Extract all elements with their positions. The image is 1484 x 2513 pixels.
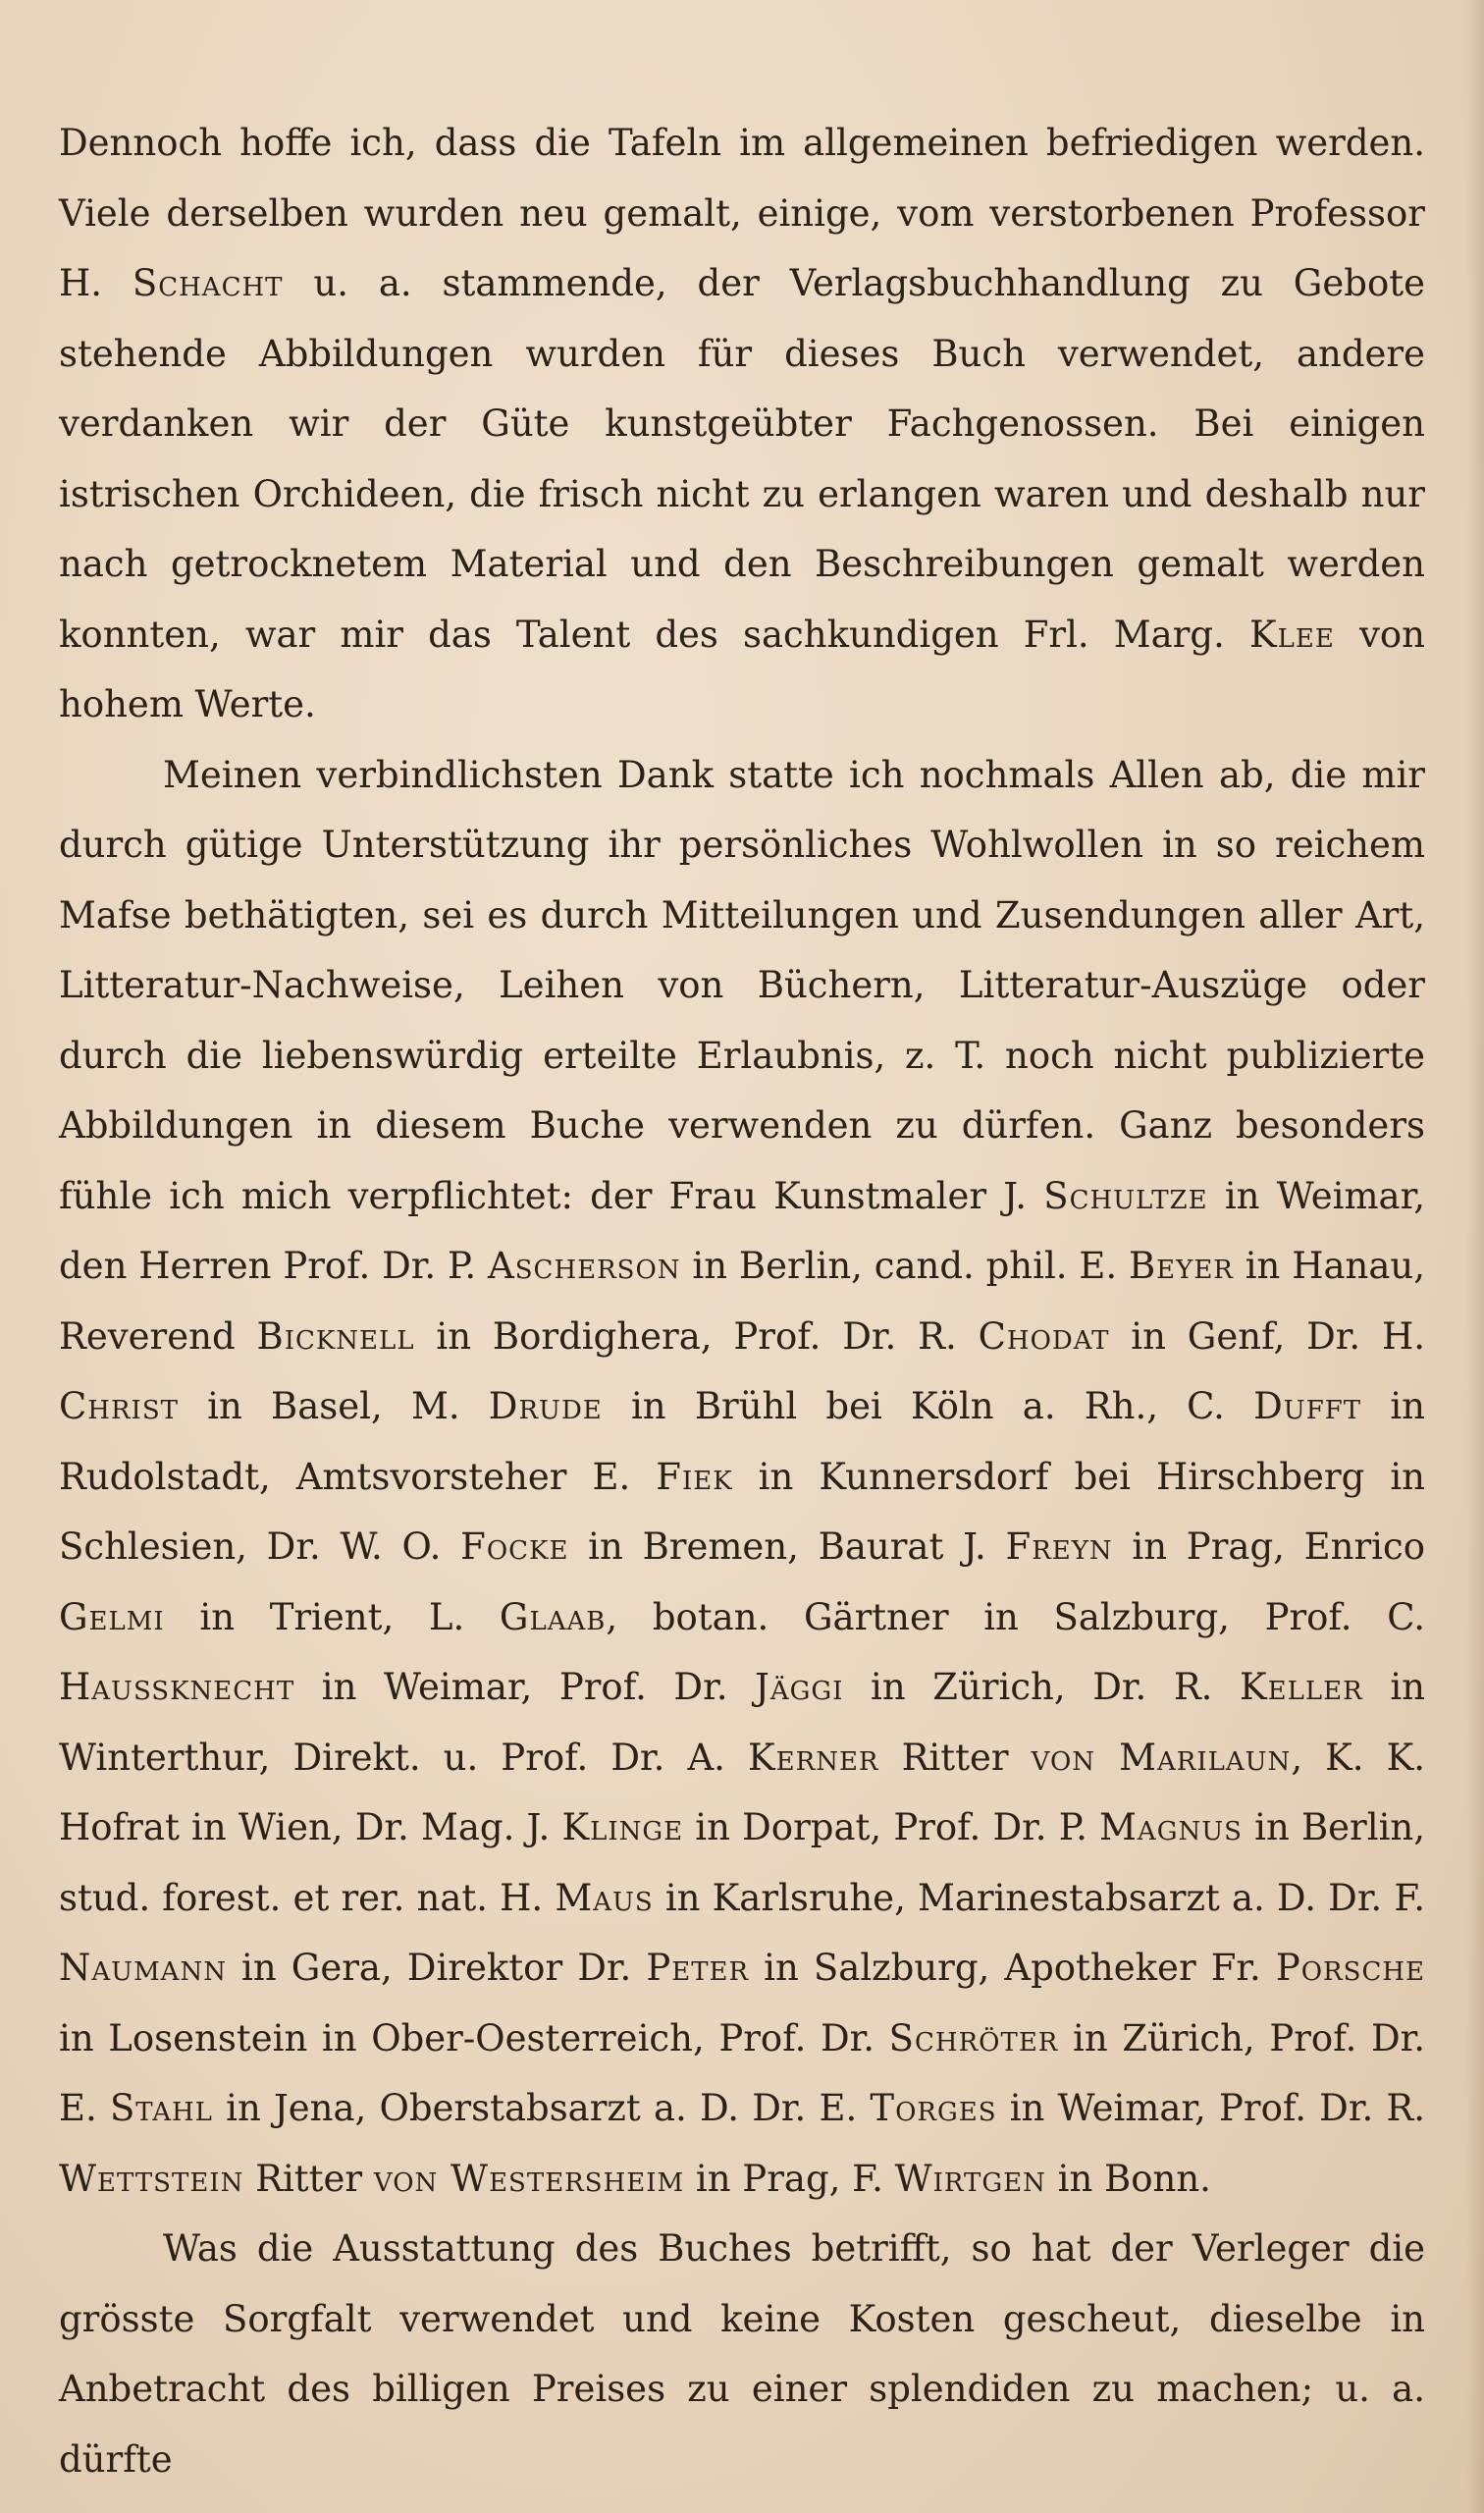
text-run: Was die Ausstattung des Buches betrifft, so hat der Verleger die grösste Sorgfalt verwendet und keine Kosten gescheut, dieselbe in Anbetracht des billigen Preises zu einer splendiden zu machen; u. a. dürfte (59, 2227, 1425, 2481)
text-run: in Berlin, stud. forest. et rer. nat. H. (59, 1806, 1425, 1919)
text-run: in Hanau, Reverend (59, 1245, 1425, 1358)
person-name: Drude (488, 1385, 603, 1427)
text-run: u. a. stammende, der Verlagsbuchhandlung zu Gebote stehende Abbildungen wurden für dieses Buch verwendet, andere verdanken wir der Güte kunstgeübter Fachgenossen. Bei einigen istrischen Orchideen, die frisch nicht zu erlangen waren und deshalb nur nach getrocknetem Material und den Beschreibungen gemalt werden konnten, war mir das Talent des sachkundigen Frl. Marg. (59, 262, 1425, 656)
text-run: in Trient, L. (164, 1595, 500, 1638)
text-run: , botan. Gärtner in Salzburg, Prof. C. (606, 1595, 1425, 1638)
person-name: Schacht (132, 262, 284, 304)
text-run: in Zürich, Dr. R. (843, 1666, 1241, 1708)
person-name: Glaab (499, 1595, 607, 1638)
text-run: Dennoch hoffe ich, dass die Tafeln im allgemeinen befriedigen werden. Viele derselben wurden neu gemalt, einige, vom verstorbenen Professor H. (59, 122, 1425, 304)
text-run: in Bordighera, Prof. Dr. R. (414, 1314, 979, 1358)
person-name: Torges (870, 2087, 997, 2129)
person-name: Focke (460, 1525, 569, 1568)
text-run: in Winterthur, Direkt. u. Prof. Dr. A. (59, 1666, 1425, 1779)
person-name: Ascherson (488, 1245, 681, 1287)
text-run: in Kunnersdorf bei Hirschberg in Schlesien, Dr. W. O. (59, 1455, 1426, 1568)
paragraph (59, 740, 1425, 2215)
paragraph (59, 2214, 1425, 2494)
body-text (59, 108, 1425, 2494)
text-run: in Weimar, Prof. Dr. (294, 1666, 756, 1708)
person-name: Wettstein (59, 2157, 244, 2200)
person-name: Maus (555, 1876, 654, 1919)
page-edge-shadow (1466, 0, 1484, 2513)
person-name: Fiek (656, 1455, 733, 1498)
text-run: in Genf, Dr. H. (1109, 1314, 1425, 1358)
text-run: in Prag, Enrico (1112, 1525, 1425, 1568)
person-name: Jäggi (755, 1666, 844, 1708)
person-name: Klinge (561, 1806, 684, 1848)
person-name: Kerner (748, 1736, 879, 1779)
person-name: von Westersheim (373, 2157, 685, 2200)
text-run: in Basel, M. (178, 1385, 489, 1427)
person-name: Porsche (1275, 1947, 1425, 1989)
text-run: in Brühl bei Köln a. Rh., C. (602, 1385, 1254, 1427)
text-run: in Dorpat, Prof. Dr. P. (683, 1806, 1100, 1848)
text-run: , K. K. Hofrat in Wien, Dr. Mag. J. (59, 1736, 1425, 1848)
person-name: Keller (1240, 1666, 1363, 1708)
person-name: Beyer (1128, 1245, 1234, 1287)
text-run: von hohem Werte. (59, 613, 1425, 725)
text-run: in Salzburg, Apotheker Fr. (749, 1947, 1276, 1989)
person-name: Chodat (978, 1314, 1110, 1358)
text-run: in Bremen, Baurat J. (568, 1525, 1006, 1568)
person-name: Magnus (1099, 1806, 1243, 1848)
text-run: in Jena, Oberstabsarzt a. D. Dr. E. (212, 2087, 871, 2129)
person-name: Christ (59, 1385, 179, 1427)
person-name: Gelmi (59, 1595, 165, 1638)
person-name: von Marilaun (1031, 1736, 1292, 1779)
text-run: in Berlin, cand. phil. E. (680, 1245, 1129, 1287)
text-run: Ritter (243, 2157, 374, 2200)
text-run: in Gera, Direktor Dr. (226, 1947, 647, 1989)
text-run: in Losenstein in Ober-Oesterreich, Prof. Dr. (59, 2016, 889, 2059)
person-name: Wirtgen (894, 2157, 1046, 2200)
person-name: Schröter (888, 2016, 1059, 2059)
text-run: in Prag, F. (684, 2157, 895, 2200)
text-run: in Rudolstadt, Amtsvorsteher E. (59, 1385, 1425, 1498)
text-run: in Zürich, Prof. Dr. E. (59, 2016, 1426, 2129)
person-name: Dufft (1253, 1385, 1362, 1427)
text-run: Ritter (878, 1736, 1032, 1779)
paragraph (59, 108, 1425, 740)
person-name: Freyn (1005, 1525, 1113, 1568)
text-run: in Weimar, den Herren Prof. Dr. P. (59, 1174, 1425, 1287)
person-name: Stahl (109, 2087, 213, 2129)
text-run: in Weimar, Prof. Dr. R. (996, 2087, 1425, 2129)
person-name: Bicknell (256, 1314, 415, 1358)
person-name: Klee (1248, 613, 1335, 656)
person-name: Peter (646, 1947, 750, 1989)
text-run: in Bonn. (1045, 2157, 1211, 2200)
text-run: Meinen verbindlichsten Dank statte ich nochmals Allen ab, die mir durch gütige Unterstützung ihr persönliches Wohlwollen in so reichem Mafse bethätigten, sei es durch Mitteilungen und Zusendungen aller Art, Litteratur-Nachweise, Leihen von Büchern, Litteratur-Auszüge oder durch die liebenswürdig erteilte Erlaubnis, z. T. noch nicht publizierte Abbildungen in diesem Buche verwenden zu dürfen. Ganz besonders fühle ich mich verpflichtet: der Frau Kunstmaler J. (59, 753, 1425, 1217)
text-run: in Karlsruhe, Marinestabsarzt a. D. Dr. F. (653, 1876, 1425, 1919)
person-name: Haussknecht (59, 1666, 295, 1708)
person-name: Naumann (59, 1947, 227, 1989)
person-name: Schultze (1043, 1174, 1208, 1217)
